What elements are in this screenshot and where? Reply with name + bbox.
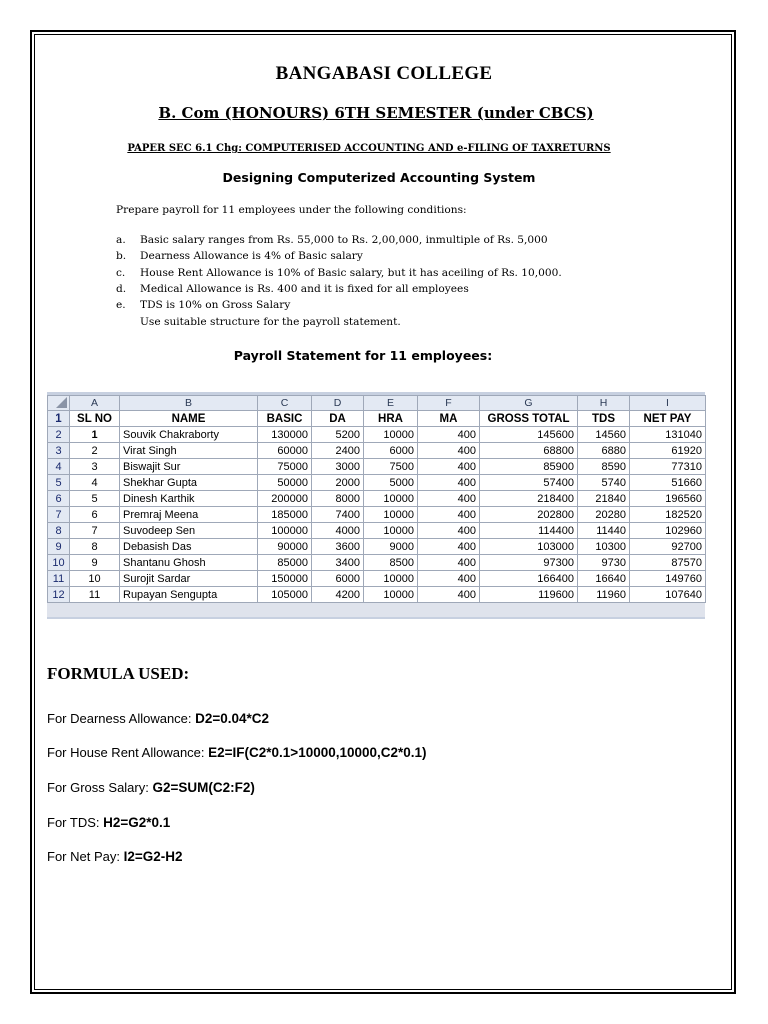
- table-cell[interactable]: 400: [418, 523, 480, 539]
- table-cell[interactable]: 166400: [480, 571, 578, 587]
- table-cell[interactable]: Premraj Meena: [120, 507, 258, 523]
- table-cell[interactable]: 9730: [578, 555, 630, 571]
- payroll-table: [47, 395, 706, 603]
- table-cell[interactable]: 200000: [258, 491, 312, 507]
- table-row: [48, 539, 706, 555]
- table-cell[interactable]: 6000: [364, 443, 418, 459]
- formula-heading: FORMULA USED:: [47, 664, 190, 683]
- table-cell[interactable]: 97300: [480, 555, 578, 571]
- row-header[interactable]: 8: [48, 523, 70, 539]
- header-cell[interactable]: TDS: [578, 411, 630, 427]
- formula-da: [47, 711, 269, 726]
- header-cell[interactable]: BASIC: [258, 411, 312, 427]
- table-cell[interactable]: 3000: [312, 459, 364, 475]
- row-header[interactable]: 12: [48, 587, 70, 603]
- table-cell[interactable]: 400: [418, 539, 480, 555]
- table-cell[interactable]: Biswajit Sur: [120, 459, 258, 475]
- table-cell[interactable]: 10000: [364, 427, 418, 443]
- table-cell[interactable]: 9000: [364, 539, 418, 555]
- formula-gross: [47, 780, 255, 795]
- table-cell[interactable]: 20280: [578, 507, 630, 523]
- row-header[interactable]: 3: [48, 443, 70, 459]
- table-cell[interactable]: 7500: [364, 459, 418, 475]
- table-cell[interactable]: 119600: [480, 587, 578, 603]
- column-header[interactable]: G: [480, 396, 578, 411]
- table-cell[interactable]: 4000: [312, 523, 364, 539]
- condition-letter: d.: [116, 283, 127, 295]
- table-cell[interactable]: 103000: [480, 539, 578, 555]
- table-cell[interactable]: 10000: [364, 491, 418, 507]
- question-intro: Prepare payroll for 11 employees under the following conditions:: [116, 204, 467, 216]
- table-cell[interactable]: Rupayan Sengupta: [120, 587, 258, 603]
- row-header[interactable]: 7: [48, 507, 70, 523]
- row-header[interactable]: 11: [48, 571, 70, 587]
- header-cell[interactable]: SL NO: [70, 411, 120, 427]
- table-cell[interactable]: 400: [418, 507, 480, 523]
- table-cell[interactable]: 51660: [630, 475, 706, 491]
- table-cell[interactable]: 7: [70, 523, 120, 539]
- table-cell[interactable]: 400: [418, 491, 480, 507]
- table-cell[interactable]: 8000: [312, 491, 364, 507]
- table-cell[interactable]: 77310: [630, 459, 706, 475]
- formula-expression: G2=SUM(C2:F2): [152, 780, 255, 795]
- condition-letter: b.: [116, 250, 127, 262]
- condition-e: [116, 299, 290, 311]
- table-row: [48, 555, 706, 571]
- table-cell[interactable]: 10000: [364, 587, 418, 603]
- table-cell[interactable]: 114400: [480, 523, 578, 539]
- table-cell[interactable]: 8590: [578, 459, 630, 475]
- formula-label: For Gross Salary:: [47, 780, 153, 795]
- condition-letter: c.: [116, 267, 126, 279]
- formula-label: For Net Pay:: [47, 849, 124, 864]
- condition-text: Basic salary ranges from Rs. 55,000 to Rs. 2,00,000, inmultiple of Rs. 5,000: [140, 234, 548, 246]
- column-header[interactable]: C: [258, 396, 312, 411]
- column-header[interactable]: I: [630, 396, 706, 411]
- formula-label: For TDS:: [47, 815, 104, 830]
- table-cell[interactable]: 3: [70, 459, 120, 475]
- table-cell[interactable]: 61920: [630, 443, 706, 459]
- table-cell[interactable]: Shekhar Gupta: [120, 475, 258, 491]
- condition-extra: Use suitable structure for the payroll statement.: [140, 316, 401, 328]
- table-cell[interactable]: 60000: [258, 443, 312, 459]
- formula-netpay: [47, 849, 182, 864]
- table-cell[interactable]: 400: [418, 443, 480, 459]
- table-cell[interactable]: 11: [70, 587, 120, 603]
- table-cell[interactable]: 5000: [364, 475, 418, 491]
- table-cell[interactable]: 107640: [630, 587, 706, 603]
- table-cell[interactable]: 21840: [578, 491, 630, 507]
- table-cell[interactable]: 400: [418, 427, 480, 443]
- table-cell[interactable]: 6: [70, 507, 120, 523]
- table-cell[interactable]: 3400: [312, 555, 364, 571]
- table-cell[interactable]: 400: [418, 555, 480, 571]
- statement-title: Payroll Statement for 11 employees:: [233, 348, 493, 363]
- condition-a: [116, 234, 548, 246]
- table-cell[interactable]: 57400: [480, 475, 578, 491]
- condition-text: Dearness Allowance is 4% of Basic salary: [140, 250, 363, 262]
- table-cell[interactable]: 16640: [578, 571, 630, 587]
- condition-text: House Rent Allowance is 10% of Basic salary, but it has aceiling of Rs. 10,000.: [140, 267, 562, 279]
- topic-title: Designing Computerized Accounting System: [222, 170, 536, 185]
- sheet-bottom-edge: [47, 617, 705, 619]
- table-cell[interactable]: 400: [418, 571, 480, 587]
- condition-text: TDS is 10% on Gross Salary: [140, 299, 291, 311]
- table-cell[interactable]: 6000: [312, 571, 364, 587]
- table-cell[interactable]: 10: [70, 571, 120, 587]
- header-cell[interactable]: NAME: [120, 411, 258, 427]
- table-cell[interactable]: 75000: [258, 459, 312, 475]
- column-header-row: [48, 396, 706, 411]
- condition-letter: a.: [116, 234, 126, 246]
- table-cell[interactable]: 3600: [312, 539, 364, 555]
- condition-c: [116, 267, 562, 279]
- table-cell[interactable]: 2000: [312, 475, 364, 491]
- formula-expression: I2=G2-H2: [123, 849, 183, 864]
- row-header[interactable]: 5: [48, 475, 70, 491]
- table-cell[interactable]: 50000: [258, 475, 312, 491]
- table-cell[interactable]: Souvik Chakraborty: [120, 427, 258, 443]
- formula-tds: [47, 815, 170, 830]
- table-cell[interactable]: Dinesh Karthik: [120, 491, 258, 507]
- table-cell[interactable]: 87570: [630, 555, 706, 571]
- column-header[interactable]: H: [578, 396, 630, 411]
- table-cell[interactable]: 10300: [578, 539, 630, 555]
- college-title: BANGABASI COLLEGE: [275, 63, 493, 84]
- table-cell[interactable]: 145600: [480, 427, 578, 443]
- table-row: [48, 507, 706, 523]
- column-header[interactable]: A: [70, 396, 120, 411]
- table-cell[interactable]: 68800: [480, 443, 578, 459]
- table-cell[interactable]: 131040: [630, 427, 706, 443]
- formula-expression: D2=0.04*C2: [195, 711, 270, 726]
- row-header[interactable]: 4: [48, 459, 70, 475]
- row-header[interactable]: 1: [48, 411, 70, 427]
- header-cell[interactable]: HRA: [364, 411, 418, 427]
- table-cell[interactable]: 90000: [258, 539, 312, 555]
- table-cell[interactable]: 11960: [578, 587, 630, 603]
- condition-b: [116, 250, 363, 262]
- formula-hra: [47, 745, 427, 760]
- table-cell[interactable]: 4: [70, 475, 120, 491]
- table-cell[interactable]: 202800: [480, 507, 578, 523]
- table-row: [48, 459, 706, 475]
- table-cell[interactable]: 9: [70, 555, 120, 571]
- table-cell[interactable]: 150000: [258, 571, 312, 587]
- paper-title: PAPER SEC 6.1 Chg: COMPUTERISED ACCOUNTING AND e-FILING OF TAXRETURNS: [127, 143, 611, 154]
- table-cell[interactable]: 85000: [258, 555, 312, 571]
- header-cell[interactable]: DA: [312, 411, 364, 427]
- formula-expression: H2=G2*0.1: [103, 815, 171, 830]
- table-cell[interactable]: 102960: [630, 523, 706, 539]
- table-cell[interactable]: 196560: [630, 491, 706, 507]
- table-cell[interactable]: 2400: [312, 443, 364, 459]
- condition-text: Medical Allowance is Rs. 400 and it is fixed for all employees: [140, 283, 469, 295]
- table-cell[interactable]: 400: [418, 475, 480, 491]
- table-cell[interactable]: 10000: [364, 523, 418, 539]
- table-cell[interactable]: 92700: [630, 539, 706, 555]
- column-header[interactable]: E: [364, 396, 418, 411]
- table-cell[interactable]: 8: [70, 539, 120, 555]
- condition-d: [116, 283, 469, 295]
- select-all-corner[interactable]: [48, 396, 70, 411]
- table-cell[interactable]: 6880: [578, 443, 630, 459]
- table-cell[interactable]: 7400: [312, 507, 364, 523]
- table-cell[interactable]: 218400: [480, 491, 578, 507]
- table-cell[interactable]: 14560: [578, 427, 630, 443]
- table-cell[interactable]: 10000: [364, 507, 418, 523]
- table-header-row: [48, 411, 706, 427]
- table-cell[interactable]: 5200: [312, 427, 364, 443]
- table-cell[interactable]: Surojit Sardar: [120, 571, 258, 587]
- table-cell[interactable]: 11440: [578, 523, 630, 539]
- table-cell[interactable]: 130000: [258, 427, 312, 443]
- table-cell[interactable]: 182520: [630, 507, 706, 523]
- table-row: [48, 523, 706, 539]
- table-row: [48, 443, 706, 459]
- table-row: [48, 427, 706, 443]
- table-row: [48, 491, 706, 507]
- table-cell[interactable]: 10000: [364, 571, 418, 587]
- table-cell[interactable]: 149760: [630, 571, 706, 587]
- table-cell[interactable]: 8500: [364, 555, 418, 571]
- table-cell[interactable]: 400: [418, 459, 480, 475]
- formula-expression: E2=IF(C2*0.1>10000,10000,C2*0.1): [208, 745, 427, 760]
- table-cell[interactable]: 185000: [258, 507, 312, 523]
- table-row: [48, 475, 706, 491]
- table-cell[interactable]: Virat Singh: [120, 443, 258, 459]
- table-cell[interactable]: Debasish Das: [120, 539, 258, 555]
- table-cell[interactable]: 5: [70, 491, 120, 507]
- column-header[interactable]: F: [418, 396, 480, 411]
- table-cell[interactable]: Suvodeep Sen: [120, 523, 258, 539]
- formula-label: For Dearness Allowance:: [47, 711, 196, 726]
- row-header[interactable]: 9: [48, 539, 70, 555]
- course-title: B. Com (HONOURS) 6TH SEMESTER (under CBCS): [158, 104, 594, 122]
- condition-letter: e.: [116, 299, 126, 311]
- table-cell[interactable]: Shantanu Ghosh: [120, 555, 258, 571]
- table-cell[interactable]: 85900: [480, 459, 578, 475]
- row-header[interactable]: 10: [48, 555, 70, 571]
- header-cell[interactable]: MA: [418, 411, 480, 427]
- header-cell[interactable]: NET PAY: [630, 411, 706, 427]
- table-cell[interactable]: 5740: [578, 475, 630, 491]
- table-cell[interactable]: 2: [70, 443, 120, 459]
- table-cell[interactable]: 1: [70, 427, 120, 443]
- header-cell[interactable]: GROSS TOTAL: [480, 411, 578, 427]
- table-cell[interactable]: 100000: [258, 523, 312, 539]
- table-cell[interactable]: 400: [418, 587, 480, 603]
- formula-label: For House Rent Allowance:: [47, 745, 209, 760]
- table-row: [48, 587, 706, 603]
- payroll-spreadsheet: [47, 395, 705, 618]
- table-cell[interactable]: 105000: [258, 587, 312, 603]
- row-header[interactable]: 6: [48, 491, 70, 507]
- table-row: [48, 571, 706, 587]
- row-header[interactable]: 2: [48, 427, 70, 443]
- column-header[interactable]: D: [312, 396, 364, 411]
- column-header[interactable]: B: [120, 396, 258, 411]
- table-cell[interactable]: 4200: [312, 587, 364, 603]
